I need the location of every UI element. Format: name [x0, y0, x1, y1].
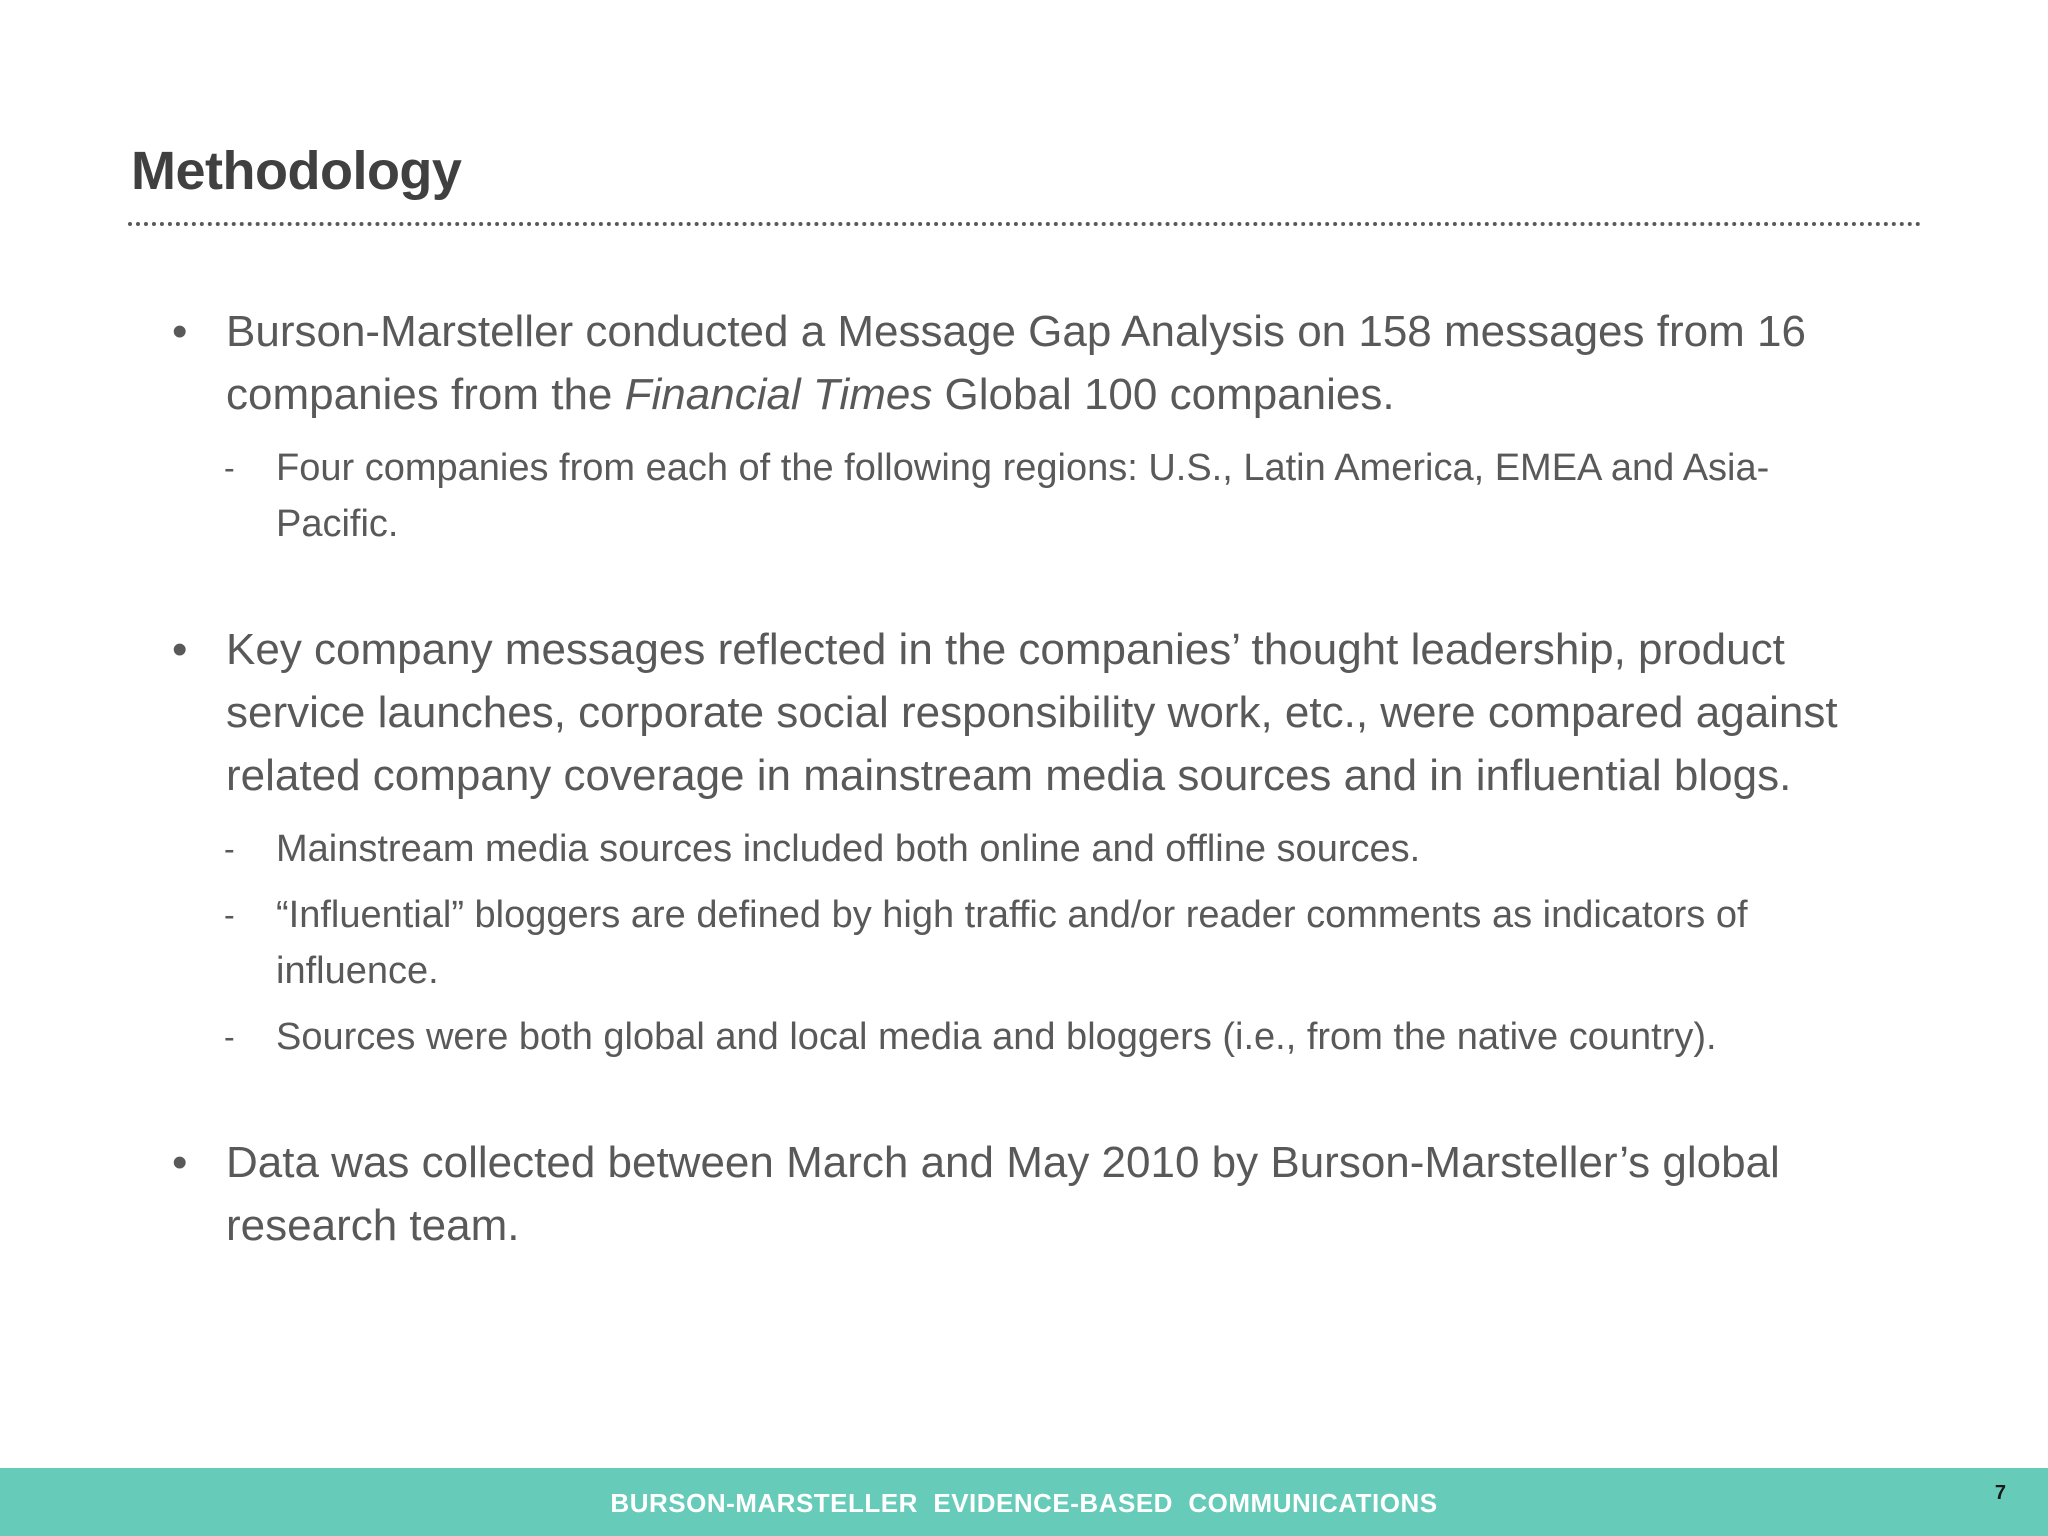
title-divider	[128, 222, 1922, 226]
bullet-text: Global 100 companies.	[932, 370, 1395, 419]
footer-bar	[0, 1468, 2048, 1536]
bullet-item	[172, 300, 1866, 426]
bullet-item	[172, 618, 1846, 807]
sub-bullet-dash: -	[224, 831, 235, 867]
sub-bullet-dash: -	[224, 1019, 235, 1055]
bullet-text-italic: Financial Times	[624, 370, 933, 419]
sub-bullet-text: Four companies from each of the following regions: U.S., Latin America, EMEA and Asia-Pacific.	[276, 447, 1770, 545]
sub-bullet-dash: -	[224, 897, 235, 933]
bullet-dot: •	[172, 307, 188, 356]
sub-bullet-item	[172, 887, 1756, 999]
footer-text: BURSON-MARSTELLER EVIDENCE-BASED COMMUNICATIONS	[610, 1488, 1438, 1518]
page-number: 7	[1994, 1482, 2006, 1504]
sub-bullet-item	[172, 440, 1796, 552]
sub-bullet-text: Mainstream media sources included both online and offline sources.	[276, 828, 1421, 870]
bullet-text: Data was collected between March and May 2010 by Burson-Marsteller’s global research team.	[226, 1138, 1780, 1250]
bullet-dot: •	[172, 625, 188, 674]
sub-bullet-dash: -	[224, 450, 235, 486]
sub-bullet-item	[172, 821, 1872, 877]
sub-bullet-item	[172, 1009, 1756, 1065]
sub-bullet-text: Sources were both global and local media and bloggers (i.e., from the native country).	[276, 1016, 1717, 1058]
slide-title: Methodology	[131, 141, 462, 201]
bullet-text: Key company messages reflected in the companies’ thought leadership, product service launches, corporate social responsibility work, etc., were compared against related company coverage in mainstream media sources and in influential blogs.	[226, 625, 1838, 800]
bullet-item	[172, 1131, 1826, 1257]
bullet-text: Burson-Marsteller conducted a Message Gap Analysis on 158 messages from 16 companies from the	[226, 307, 1806, 419]
slide-body	[172, 300, 1872, 1257]
bullet-dot: •	[172, 1138, 188, 1187]
sub-bullet-text: “Influential” bloggers are defined by high traffic and/or reader comments as indicators of influence.	[276, 894, 1748, 992]
